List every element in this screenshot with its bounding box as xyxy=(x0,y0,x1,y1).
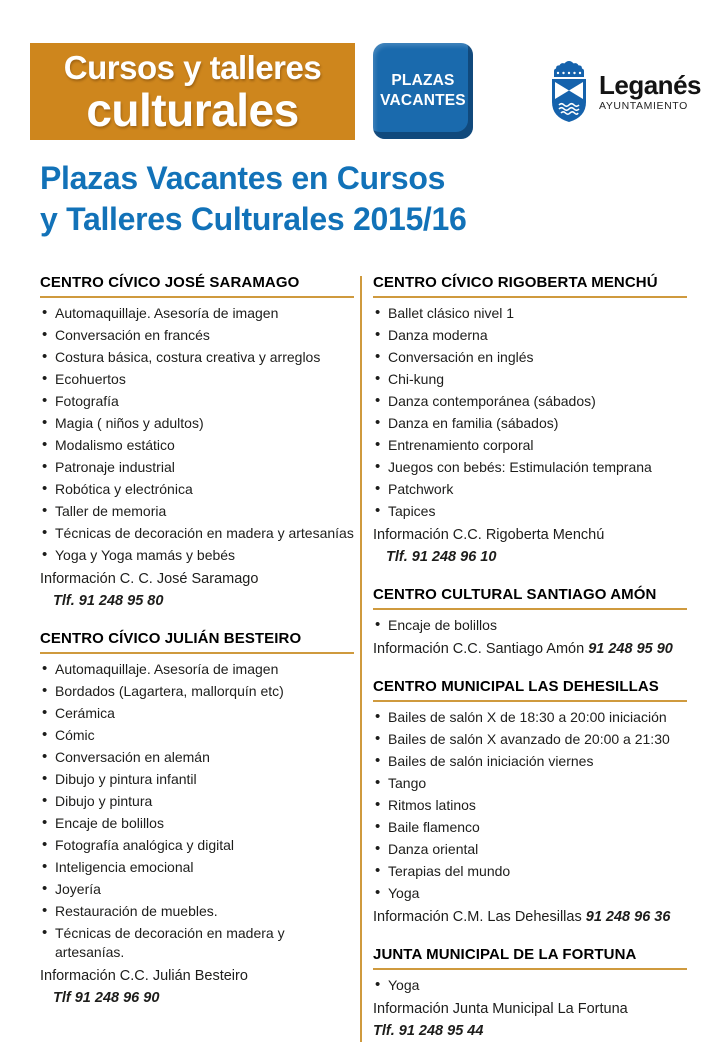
column-divider xyxy=(360,276,362,1042)
course-item: • Tango xyxy=(373,774,687,793)
course-item: • Fotografía analógica y digital xyxy=(40,836,354,855)
course-list xyxy=(373,304,687,521)
course-item: • Yoga xyxy=(373,976,687,995)
info-line xyxy=(373,998,687,1020)
section-heading: CENTRO MUNICIPAL LAS DEHESILLAS xyxy=(373,678,687,702)
column-left xyxy=(40,274,354,1042)
info-line xyxy=(373,546,687,568)
page-title xyxy=(40,158,467,240)
phone-number: 91 248 95 90 xyxy=(588,641,673,657)
section-heading: JUNTA MUNICIPAL DE LA FORTUNA xyxy=(373,946,687,970)
course-item: • Inteligencia emocional xyxy=(40,858,354,877)
course-item: • Patronaje industrial xyxy=(40,458,354,477)
course-item: • Danza moderna xyxy=(373,326,687,345)
course-item: • Bailes de salón iniciación viernes xyxy=(373,752,687,771)
course-item: • Bailes de salón X de 18:30 a 20:00 iniciación xyxy=(373,708,687,727)
course-item: • Encaje de bolillos xyxy=(40,814,354,833)
course-item: • Patchwork xyxy=(373,480,687,499)
course-item: • Entrenamiento corporal xyxy=(373,436,687,455)
info-line xyxy=(373,524,687,546)
course-list xyxy=(373,616,687,635)
course-item: • Chi-kung xyxy=(373,370,687,389)
page-title-line2: y Talleres Culturales 2015/16 xyxy=(40,201,467,237)
course-item: • Danza oriental xyxy=(373,840,687,859)
course-item: • Fotografía xyxy=(40,392,354,411)
course-item: • Yoga y Yoga mamás y bebés xyxy=(40,546,354,565)
course-item: • Juegos con bebés: Estimulación temprana xyxy=(373,458,687,477)
course-item: • Automaquillaje. Asesoría de imagen xyxy=(40,304,354,323)
content-columns xyxy=(40,274,692,1042)
info-text: Información C.M. Las Dehesillas xyxy=(373,909,586,925)
phone-number: Tlf. 91 248 96 10 xyxy=(386,549,497,565)
course-list xyxy=(40,304,354,565)
info-line xyxy=(373,906,687,928)
course-list xyxy=(373,708,687,903)
course-list xyxy=(40,660,354,962)
info-line xyxy=(373,638,687,660)
course-item: • Ecohuertos xyxy=(40,370,354,389)
course-item: • Modalismo estático xyxy=(40,436,354,455)
course-item: • Danza contemporánea (sábados) xyxy=(373,392,687,411)
course-item: • Magia ( niños y adultos) xyxy=(40,414,354,433)
info-text: Información C.C. Julián Besteiro xyxy=(40,968,248,984)
leganes-logo xyxy=(548,60,701,123)
course-item: • Dibujo y pintura infantil xyxy=(40,770,354,789)
course-item: • Automaquillaje. Asesoría de imagen xyxy=(40,660,354,679)
course-item: • Robótica y electrónica xyxy=(40,480,354,499)
logo-name: Leganés xyxy=(599,69,701,100)
phone-number: Tlf. 91 248 95 80 xyxy=(53,593,164,609)
section-heading: CENTRO CÍVICO JULIÁN BESTEIRO xyxy=(40,630,354,654)
vacancies-badge xyxy=(373,43,473,139)
info-line xyxy=(373,1020,687,1042)
info-line xyxy=(40,568,354,590)
info-text: Información C.C. Santiago Amón xyxy=(373,641,589,657)
section-heading: CENTRO CULTURAL SANTIAGO AMÓN xyxy=(373,586,687,610)
center-section xyxy=(373,678,687,928)
info-text: Información C. C. José Saramago xyxy=(40,571,259,587)
course-item: • Técnicas de decoración en madera y artesanías. xyxy=(40,924,354,962)
center-section xyxy=(373,586,687,660)
logo-text xyxy=(599,69,701,112)
course-item: • Bordados (Lagartera, mallorquín etc) xyxy=(40,682,354,701)
course-item: • Conversación en alemán xyxy=(40,748,354,767)
badge-line1: PLAZAS xyxy=(391,72,455,89)
course-item: • Conversación en francés xyxy=(40,326,354,345)
course-item: • Danza en familia (sábados) xyxy=(373,414,687,433)
info-text: Información Junta Municipal La Fortuna xyxy=(373,1001,628,1017)
leganes-shield-icon xyxy=(548,60,590,123)
info-line xyxy=(40,987,354,1009)
section-heading: CENTRO CÍVICO RIGOBERTA MENCHÚ xyxy=(373,274,687,298)
banner-line2: culturales xyxy=(86,83,299,136)
course-item: • Tapices xyxy=(373,502,687,521)
course-item: • Restauración de muebles. xyxy=(40,902,354,921)
course-item: • Terapias del mundo xyxy=(373,862,687,881)
center-section xyxy=(373,946,687,1042)
course-item: • Ballet clásico nivel 1 xyxy=(373,304,687,323)
info-text: Información C.C. Rigoberta Menchú xyxy=(373,527,605,543)
course-list xyxy=(373,976,687,995)
course-item: • Encaje de bolillos xyxy=(373,616,687,635)
course-item: • Costura básica, costura creativa y arreglos xyxy=(40,348,354,367)
banner-line1: Cursos y talleres xyxy=(63,48,322,86)
course-item: • Joyería xyxy=(40,880,354,899)
course-item: • Yoga xyxy=(373,884,687,903)
logo-subtitle: AYUNTAMIENTO xyxy=(599,99,688,112)
course-item: • Cerámica xyxy=(40,704,354,723)
section-heading: CENTRO CÍVICO JOSÉ SARAMAGO xyxy=(40,274,354,298)
phone-number: Tlf 91 248 96 90 xyxy=(53,990,160,1006)
phone-number: 91 248 96 36 xyxy=(585,909,671,925)
course-item: • Bailes de salón X avanzado de 20:00 a 21:30 xyxy=(373,730,687,749)
course-item: • Dibujo y pintura xyxy=(40,792,354,811)
course-item: • Cómic xyxy=(40,726,354,745)
center-section xyxy=(373,274,687,568)
course-item: • Conversación en inglés xyxy=(373,348,687,367)
page-title-line1: Plazas Vacantes en Cursos xyxy=(40,160,446,196)
phone-number: Tlf. 91 248 95 44 xyxy=(373,1023,484,1039)
header-banner xyxy=(30,43,355,140)
center-section xyxy=(40,274,354,612)
course-item: • Ritmos latinos xyxy=(373,796,687,815)
center-section xyxy=(40,630,354,1009)
course-item: • Baile flamenco xyxy=(373,818,687,837)
info-line xyxy=(40,965,354,987)
info-line xyxy=(40,590,354,612)
course-item: • Técnicas de decoración en madera y artesanías xyxy=(40,524,354,543)
column-right xyxy=(373,274,687,1042)
badge-line2: VACANTES xyxy=(380,92,466,109)
course-item: • Taller de memoria xyxy=(40,502,354,521)
